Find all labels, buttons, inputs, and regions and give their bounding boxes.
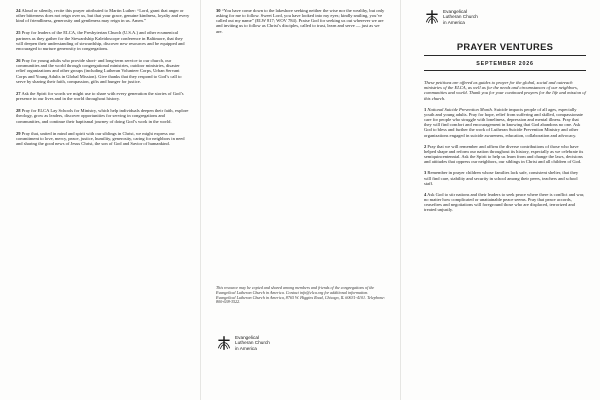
petition-3: 3 Remember in prayer children whose families lack safe, consistent shelter, that they will find care, stability and security in school among their peers, teachers and school staff. (424, 170, 579, 186)
petition-26: 26 Pray for young adults who provide short- and long-term service to our church, our communities and the world through congregational ministries, outdoor ministries, disaster relief organizations and other groups (including Lutheran Volunteer Corps, Urban Servant Corps and Young Adults in Global Mission). Give thanks that they respond to God’s call to serve by sharing their faith, compassion, gifts and hunger for justice. (16, 58, 182, 84)
petition-2: 2 Pray that we will remember and affirm the diverse contributions of those who have helped shape and reform our nation throughout its history, especially as we celebrate its semiquincentennial. Ask the Spirit to help us learn from and change the laws, decisions and attitudes that oppress our neighbors, our siblings in Christ and all children of God. (424, 143, 584, 165)
petition-30: 30 “You have come down to the lakeshore seeking neither the wise nor the wealthy, but only asking for me to follow. Sweet Lord, you have looked into my eyes; kindly smiling, you’ve called out my name” (ELW 817; WOV 784). Praise God for seeking us out wherever we are and inviting us to follow as Christ’s disciples, called to trust, learn and serve — just as we are. (216, 8, 385, 34)
logo-wordmark: Evangelical Lutheran Church in America (235, 335, 270, 351)
page-subtitle: SEPTEMBER 2026 (476, 61, 534, 67)
petition-28: 28 Pray for ELCA Lay Schools for Ministry, which help individuals deepen their faith, explore theology, grow as leaders, discover opportunities for serving in congregations and communities, and continue their baptismal journey of doing God’s work in the world. (16, 108, 189, 124)
petition-25: 25 Pray for leaders of the ELCA, the Presbyterian Church (U.S.A.) and other ecumenical partners as they gather for the Stewardship Kaleidoscope conference in Baltimore, that they will deepen their understanding of stewardship, discover new resources and be equipped and encouraged to nurture generosity in congregations. (16, 30, 185, 51)
page-title: PRAYER VENTURES (456, 41, 554, 52)
copyright-notice: This resource may be copied and shared among members and friends of the congregations of the Evangelical Lutheran Church in America. Contact info@elca.org for additional information. Evangelical Lutheran Church in America, 8765 W. Higgins Road, Chicago, IL 60631-4101. Telephone: 800-638-3522. (216, 285, 386, 305)
petition-1: 1 National Suicide Prevention Month. Suicide impacts people of all ages, especially youth and young adults. Pray for hope, relief from suffering and skilled, compassionate care for people who struggle with loneliness, depression and mental illness. Pray that they will find comfort and encouragement in knowing that God abandons no one. Ask God to bless and further the work of Lutheran Suicide Prevention Ministry and other organizations engaged in suicide awareness, education, collaboration and advocacy. (424, 106, 583, 138)
elca-logo-top (424, 9, 586, 25)
petition-4: 4 Ask God to stir nations and their leaders to seek peace where there is conflict and war, no matter how complicated or unattainable peace seems. Pray that peace accords, ceasefires and negotiations will foreground those who are displaced, terrorized and treated unjustly. (424, 191, 585, 213)
intro-text: These petitions are offered as guides to prayer for the global, social and outreach ministries of the ELCA, as well as for the needs and circumstances of our neighbors, communities and world. Thank you for your continued prayers for the life and mission of this church. (424, 80, 586, 101)
right-panel (400, 0, 600, 400)
elca-cross-icon (216, 335, 232, 351)
petition-29: 29 Pray that, united in mind and spirit with our siblings in Christ, we might express our commitment to love, mercy, peace, justice, humility, generosity, caring for neighbors in need and sharing the good news of Jesus Christ, the son of God and Savior of humankind. (16, 130, 185, 146)
elca-logo-bottom (216, 335, 270, 351)
subtitle-rule (424, 70, 586, 71)
title-rule (424, 55, 586, 56)
petition-24: 24 Aloud or silently, recite this prayer attributed to Martin Luther: “Lord, grant that anger or other bitterness does not reign over us, but that your grace, genuine kindness, loyalty and every kind of friendliness, generosity and gentleness may reign in us. Amen.” (16, 8, 190, 24)
petition-27: 27 Ask the Spirit for words we might use to share with every generation the stories of God’s presence in our lives and in the world throughout history. (16, 90, 184, 102)
left-panel (0, 0, 200, 400)
elca-cross-icon (424, 9, 440, 25)
logo-wordmark: Evangelical Lutheran Church in America (443, 9, 478, 25)
